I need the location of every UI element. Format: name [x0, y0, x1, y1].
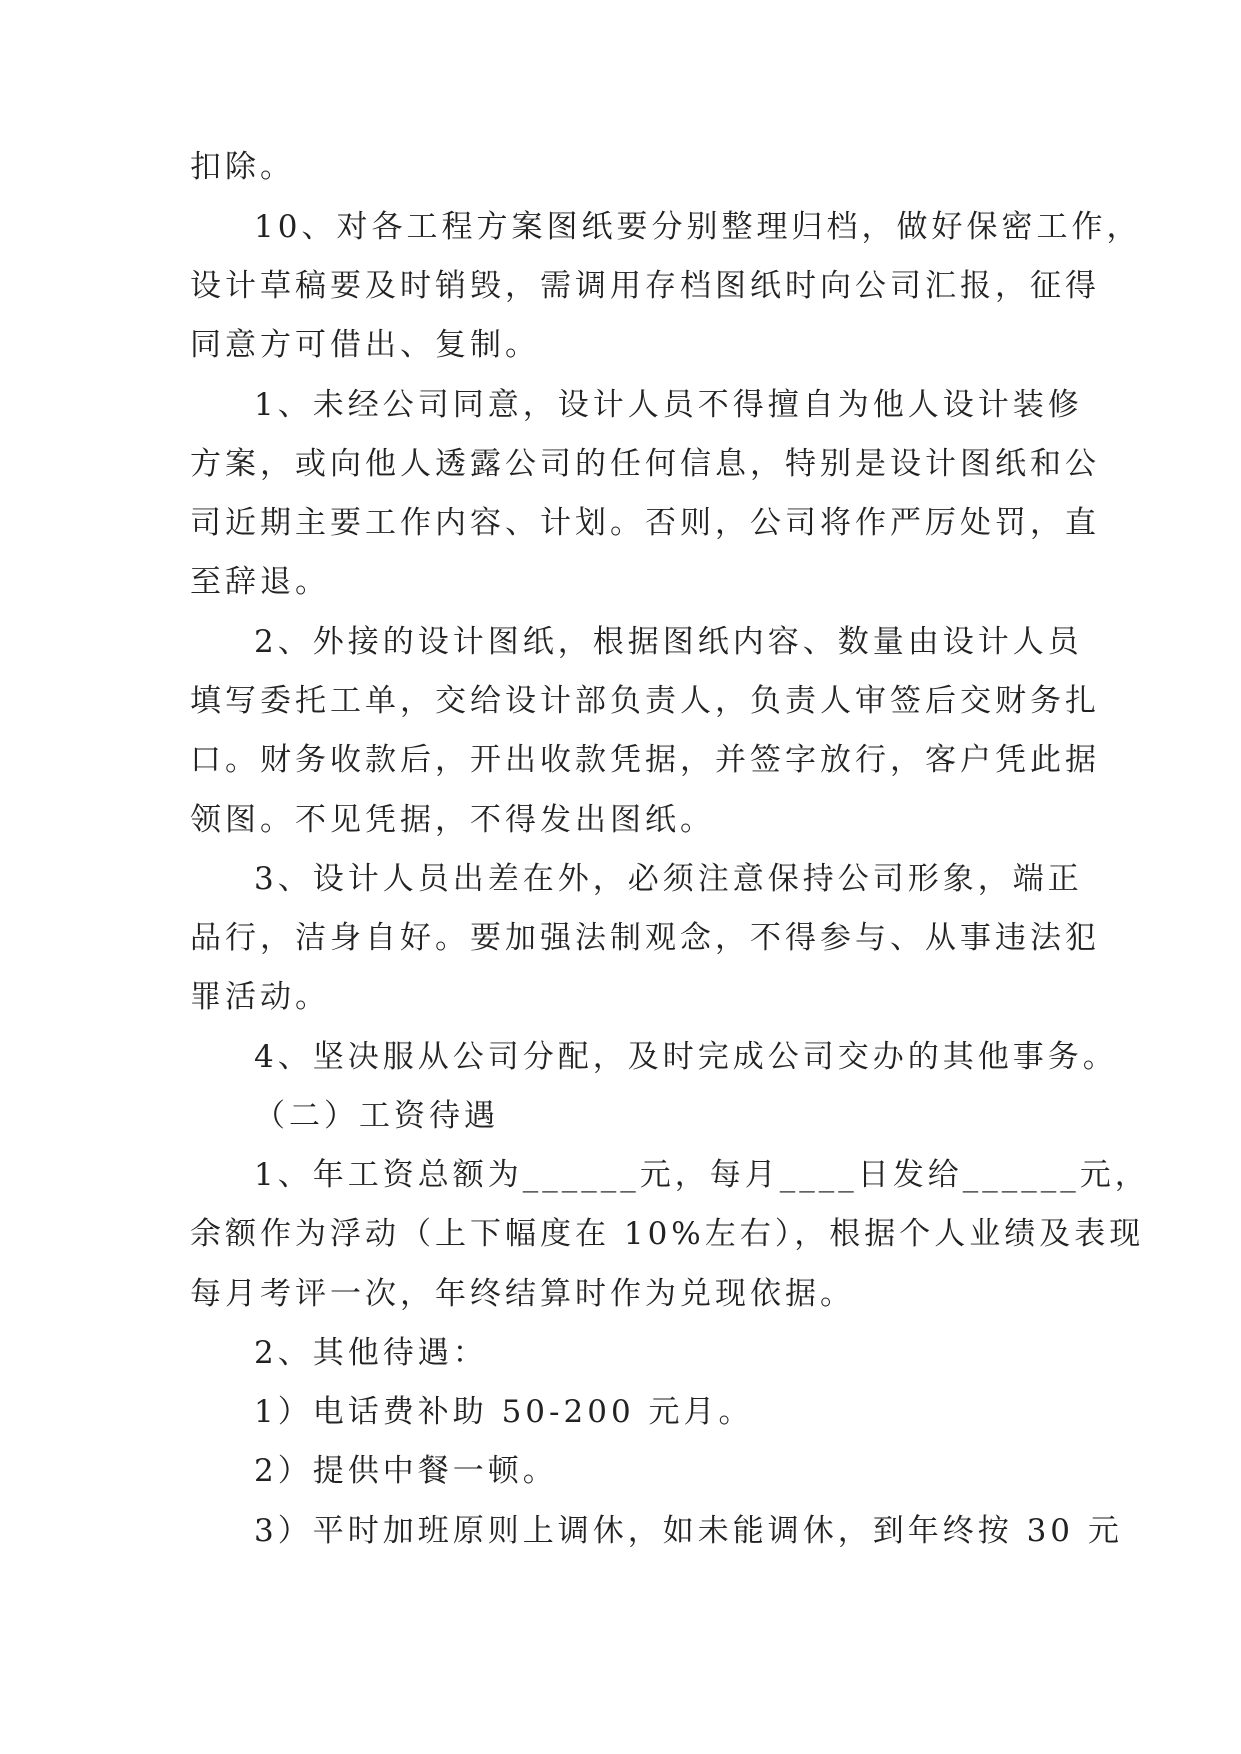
text-line: 设计草稿要及时销毁，需调用存档图纸时向公司汇报，征得 [190, 268, 1100, 304]
text-line: 1）电话费补助 50-200 元月。 [254, 1394, 754, 1430]
text-line: 1、年工资总额为______元，每月____日发给______元， [254, 1157, 1150, 1193]
text-line: 品行，洁身自好。要加强法制观念，不得参与、从事违法犯 [190, 920, 1100, 956]
text-line: 10、对各工程方案图纸要分别整理归档，做好保密工作， [254, 209, 1142, 245]
text-line: 方案，或向他人透露公司的任何信息，特别是设计图纸和公 [190, 446, 1100, 482]
text-line: 每月考评一次，年终结算时作为兑现依据。 [190, 1276, 855, 1312]
text-line: 司近期主要工作内容、计划。否则，公司将作严厉处罚，直 [190, 505, 1100, 541]
text-line: 罪活动。 [190, 979, 330, 1015]
text-line: 2、外接的设计图纸，根据图纸内容、数量由设计人员 [254, 624, 1083, 660]
text-line: 余额作为浮动（上下幅度在 10%左右），根据个人业绩及表现 [190, 1216, 1145, 1252]
text-line: 至辞退。 [190, 564, 330, 600]
text-line: 同意方可借出、复制。 [190, 327, 540, 363]
text-line: 填写委托工单，交给设计部负责人，负责人审签后交财务扎 [190, 683, 1100, 719]
text-line: 2）提供中餐一顿。 [254, 1453, 558, 1489]
section-heading: （二）工资待遇 [254, 1098, 499, 1134]
text-line: 扣除。 [190, 149, 295, 185]
text-line: 3）平时加班原则上调休，如未能调休，到年终按 30 元 [254, 1513, 1123, 1549]
text-line: 4、坚决服从公司分配，及时完成公司交办的其他事务。 [254, 1039, 1118, 1075]
text-line: 口。财务收款后，开出收款凭据，并签字放行，客户凭此据 [190, 742, 1100, 778]
text-line: 领图。不见凭据，不得发出图纸。 [190, 802, 715, 838]
text-line: 1、未经公司同意，设计人员不得擅自为他人设计装修 [254, 387, 1083, 423]
text-line: 3、设计人员出差在外，必须注意保持公司形象，端正 [254, 861, 1083, 897]
text-line: 2、其他待遇： [254, 1335, 488, 1371]
